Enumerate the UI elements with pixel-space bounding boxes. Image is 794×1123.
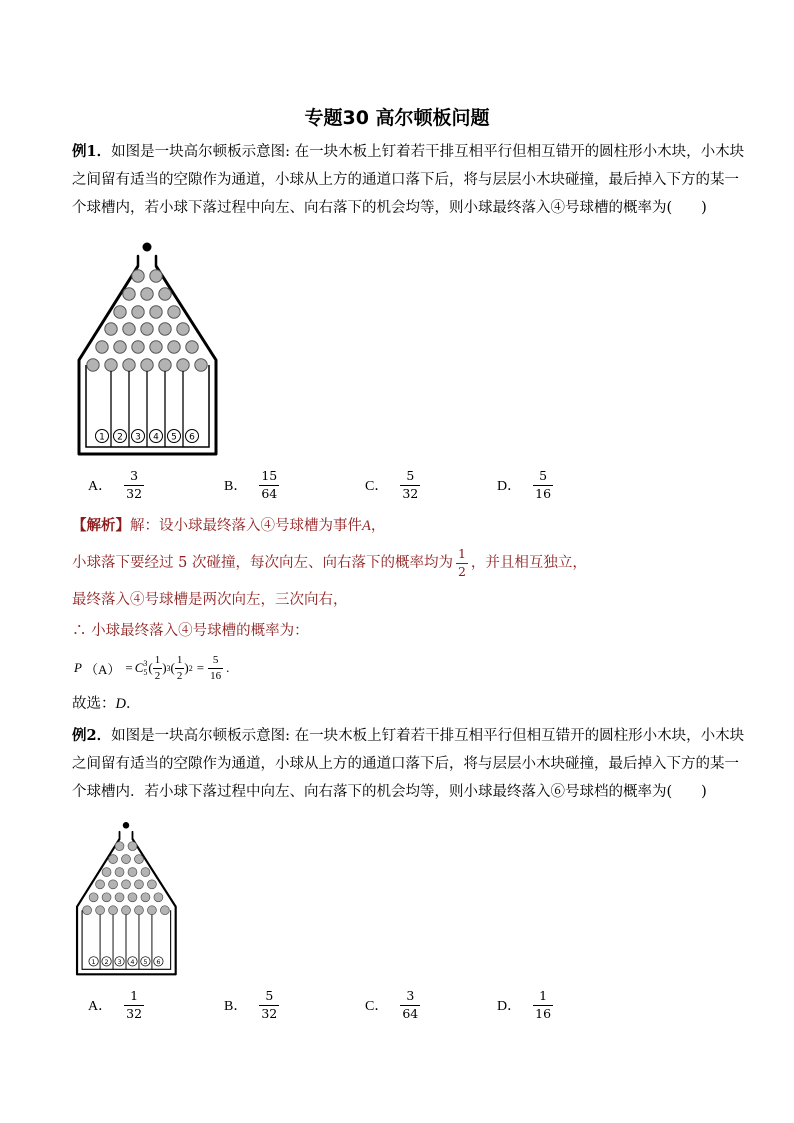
galton-board-diagram-2 xyxy=(72,818,180,978)
option-c-denominator: 64 xyxy=(402,1005,419,1021)
half-fraction xyxy=(456,548,468,578)
peg xyxy=(109,906,118,915)
option-d-denominator: 16 xyxy=(535,1005,552,1021)
option-d-fraction xyxy=(533,990,553,1020)
solution-tag: 【解析】 xyxy=(72,517,130,534)
option-d[interactable] xyxy=(497,990,553,1020)
peg xyxy=(123,323,135,335)
formula-result-den: 16 xyxy=(210,669,222,682)
example-1-text-line-3: 个球槽内，若小球下落过程中向左、向右落下的机会均等，则小球最终落入④号球槽的概率为( ) xyxy=(72,200,707,216)
peg xyxy=(147,906,156,915)
peg xyxy=(114,341,126,353)
peg xyxy=(168,306,180,318)
peg xyxy=(109,855,118,864)
peg xyxy=(122,880,131,889)
peg xyxy=(147,880,156,889)
option-c-fraction xyxy=(400,990,420,1020)
peg xyxy=(115,868,124,877)
peg xyxy=(114,306,126,318)
option-c-numerator: 5 xyxy=(406,468,415,483)
option-c[interactable] xyxy=(365,470,420,500)
slot-number: 2 xyxy=(104,957,109,966)
formula-open-paren-1: ( xyxy=(148,660,153,675)
peg xyxy=(96,880,105,889)
peg xyxy=(123,359,135,371)
example-2-question xyxy=(72,722,745,806)
example-1-text-line-1: 如图是一块高尔顿板示意图: 在一块木板上钉着若干排互相平行但相互错开的圆柱形小木块，小木块 xyxy=(111,144,745,160)
formula-half-1-den: 2 xyxy=(154,669,161,682)
option-a-denominator: 32 xyxy=(126,1005,143,1021)
peg xyxy=(132,270,144,282)
peg xyxy=(123,288,135,300)
formula-equals: = xyxy=(125,660,133,675)
formula-combination-indices xyxy=(143,659,147,677)
option-d-letter: D． xyxy=(497,999,522,1014)
example-1-options xyxy=(88,470,688,510)
probability-formula xyxy=(74,650,229,686)
formula-half-2-num: 1 xyxy=(176,653,183,666)
peg xyxy=(159,359,171,371)
peg xyxy=(141,359,153,371)
falling-ball xyxy=(143,243,152,252)
formula-p: P xyxy=(74,660,82,675)
slot-number: 4 xyxy=(153,432,159,443)
option-a[interactable] xyxy=(88,990,144,1020)
peg xyxy=(96,906,105,915)
solution-line-2-text: 小球落下要经过 5 次碰撞，每次向左、向右落下的概率均为 xyxy=(72,555,453,571)
peg xyxy=(150,270,162,282)
event-variable: A xyxy=(362,518,371,534)
solution-line-1-text: 解：设小球最终落入④号球槽为事件 xyxy=(130,518,362,534)
example-1-text-line-2: 之间留有适当的空隙作为通道，小球从上方的通道口落下后，将与层层小木块碰撞，最后掉入下方的某一 xyxy=(72,172,739,188)
option-a-fraction xyxy=(124,990,144,1020)
peg xyxy=(96,341,108,353)
answer-label: 故选： xyxy=(72,696,116,712)
solution-line-1-end: ， xyxy=(370,518,386,534)
falling-ball xyxy=(123,822,129,828)
formula-open-paren-2: ( xyxy=(170,660,175,675)
option-c-denominator: 32 xyxy=(402,485,419,501)
formula-close-paren-1: ) xyxy=(162,660,167,675)
formula-equals-2: = xyxy=(196,660,205,675)
example-2-text-line-2: 之间留有适当的空隙作为通道，小球从上方的通道口落下后，将与层层小木块碰撞，最后掉入下方的某一 xyxy=(72,756,739,772)
peg xyxy=(102,868,111,877)
solution-line-2-end: ，并且相互独立， xyxy=(470,555,587,571)
slot-number: 3 xyxy=(117,957,122,966)
option-c-letter: C． xyxy=(365,999,389,1014)
peg xyxy=(134,855,143,864)
peg xyxy=(177,323,189,335)
peg xyxy=(186,341,198,353)
option-c-fraction xyxy=(400,470,420,500)
example-2-text-line-3: 个球槽内．若小球下落过程中向左、向右落下的机会均等，则小球最终落入⑥号球档的概率为( ) xyxy=(72,784,707,800)
peg xyxy=(109,880,118,889)
galton-board-diagram-1 xyxy=(72,238,222,458)
peg xyxy=(122,855,131,864)
formula-half-1 xyxy=(153,655,163,682)
option-d-numerator: 5 xyxy=(539,468,548,483)
slot-number: 6 xyxy=(189,432,195,443)
board-funnel xyxy=(120,832,133,839)
option-b-numerator: 15 xyxy=(261,468,278,483)
option-a-denominator: 32 xyxy=(126,485,143,501)
slot-number: 5 xyxy=(171,432,177,443)
option-b-letter: B． xyxy=(224,479,248,494)
formula-a: （A） xyxy=(84,661,121,677)
peg xyxy=(128,842,137,851)
peg xyxy=(89,893,98,902)
formula-half-1-num: 1 xyxy=(154,653,161,666)
peg xyxy=(168,341,180,353)
solution-line-3: 最终落入④号球槽是两次向左，三次向右， xyxy=(72,592,348,608)
peg xyxy=(195,359,207,371)
peg xyxy=(150,341,162,353)
peg xyxy=(115,842,124,851)
option-a-letter: A． xyxy=(88,479,113,494)
slot-number: 2 xyxy=(117,432,123,443)
option-d-denominator: 16 xyxy=(535,485,552,501)
example-2-text-line-1: 如图是一块高尔顿板示意图: 在一块木板上钉着若干排互相平行但相互错开的圆柱形小木块，小木块 xyxy=(111,728,745,744)
option-b[interactable] xyxy=(224,990,279,1020)
option-a-letter: A． xyxy=(88,999,113,1014)
option-a-fraction xyxy=(124,470,144,500)
option-c[interactable] xyxy=(365,990,420,1020)
peg xyxy=(134,880,143,889)
formula-exponent-1: 3 xyxy=(166,663,171,673)
option-b-letter: B． xyxy=(224,999,248,1014)
solution-line-2 xyxy=(72,546,587,580)
peg xyxy=(141,323,153,335)
solution-line-4: ∴ 小球最终落入④号球槽的概率为： xyxy=(72,623,309,639)
option-c-letter: C． xyxy=(365,479,389,494)
peg xyxy=(128,868,137,877)
peg xyxy=(132,341,144,353)
solution xyxy=(72,512,732,540)
half-numerator: 1 xyxy=(457,546,466,561)
peg xyxy=(177,359,189,371)
formula-combination: C xyxy=(134,660,144,675)
slot-number: 5 xyxy=(143,957,148,966)
slot-number: 3 xyxy=(135,432,141,443)
peg xyxy=(102,893,111,902)
option-b[interactable] xyxy=(224,470,279,500)
slot-number: 6 xyxy=(156,957,161,966)
option-d-letter: D． xyxy=(497,479,522,494)
example-1-label: 例1． xyxy=(72,143,112,160)
solution-line-1 xyxy=(72,512,732,540)
formula-exponent-2: 2 xyxy=(188,663,193,673)
slot-number: 1 xyxy=(99,432,105,443)
formula-result xyxy=(208,655,223,682)
option-d[interactable] xyxy=(497,470,553,500)
option-d-numerator: 1 xyxy=(539,988,548,1003)
peg xyxy=(160,906,169,915)
slot-number: 4 xyxy=(130,957,135,966)
formula-half-2 xyxy=(175,655,185,682)
option-b-numerator: 5 xyxy=(265,988,274,1003)
peg xyxy=(159,323,171,335)
formula-result-num: 5 xyxy=(212,653,219,666)
option-d-fraction xyxy=(533,470,553,500)
peg xyxy=(141,288,153,300)
formula-c-sup: 3 xyxy=(143,659,148,668)
page-title: 专题30 高尔顿板问题 xyxy=(304,107,490,129)
option-b-denominator: 64 xyxy=(261,485,278,501)
option-b-fraction xyxy=(259,470,279,500)
peg xyxy=(105,359,117,371)
peg xyxy=(122,906,131,915)
answer-line xyxy=(72,690,140,718)
example-2-label: 例2． xyxy=(72,727,112,744)
peg xyxy=(134,906,143,915)
peg xyxy=(87,359,99,371)
peg xyxy=(105,323,117,335)
peg xyxy=(159,288,171,300)
option-a-numerator: 3 xyxy=(130,468,139,483)
option-c-numerator: 3 xyxy=(406,988,415,1003)
peg xyxy=(83,906,92,915)
option-a[interactable] xyxy=(88,470,144,500)
answer-choice: D xyxy=(115,696,126,712)
peg xyxy=(141,868,150,877)
example-1-question xyxy=(72,138,745,222)
formula-c-sub: 5 xyxy=(143,668,148,677)
example-2-options xyxy=(88,990,688,1030)
option-b-fraction xyxy=(259,990,279,1020)
peg xyxy=(150,306,162,318)
peg xyxy=(154,893,163,902)
formula-close-paren-2: ) xyxy=(184,660,189,675)
peg xyxy=(128,893,137,902)
formula-end: . xyxy=(226,660,230,675)
peg xyxy=(141,893,150,902)
half-denominator: 2 xyxy=(457,563,466,579)
option-a-numerator: 1 xyxy=(130,988,139,1003)
peg xyxy=(115,893,124,902)
formula-half-2-den: 2 xyxy=(176,669,183,682)
peg xyxy=(132,306,144,318)
slot-number: 1 xyxy=(91,957,96,966)
board-funnel xyxy=(138,256,156,266)
option-b-denominator: 32 xyxy=(261,1005,278,1021)
answer-end: ． xyxy=(125,696,141,712)
